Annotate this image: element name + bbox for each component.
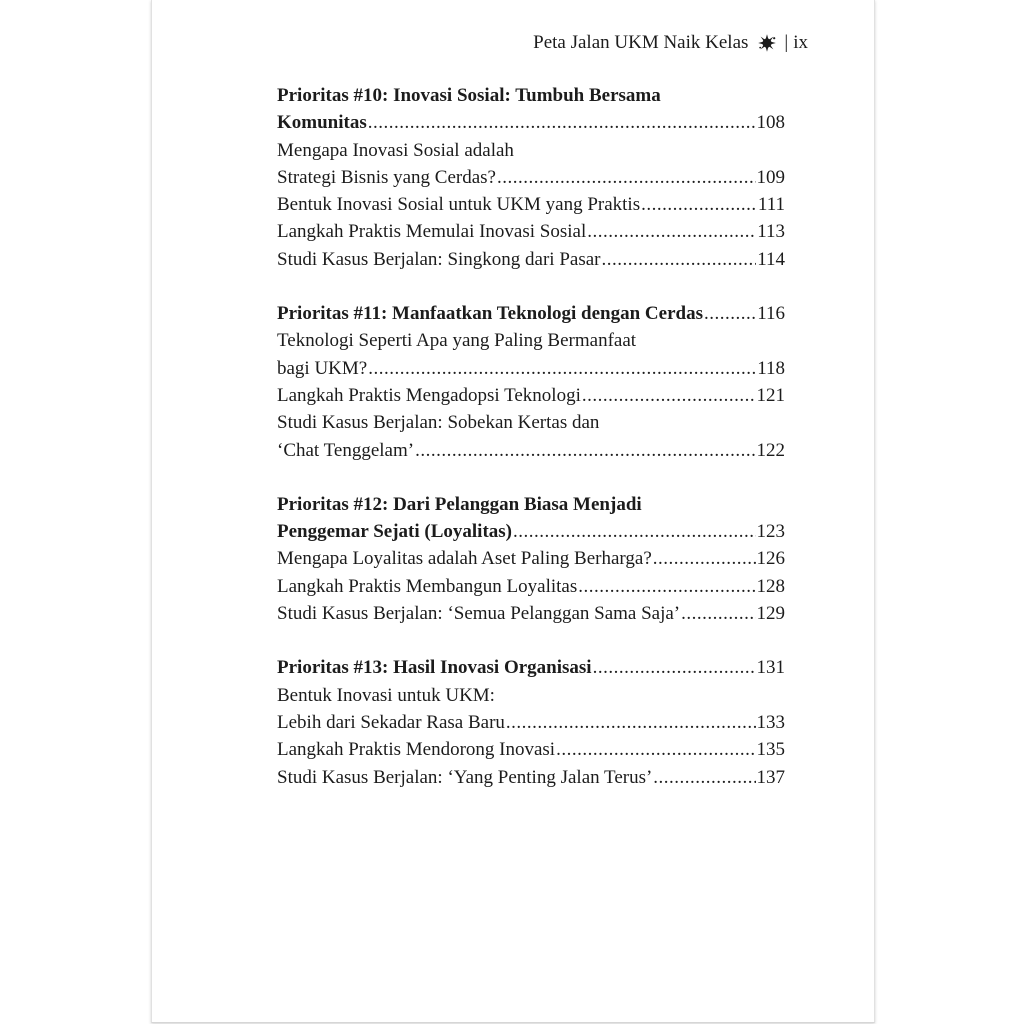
toc-page-number: 109 [756,166,785,188]
dot-leader [368,109,756,136]
toc-page-number: 123 [756,521,785,543]
book-page [151,0,875,1023]
dot-leader [556,736,755,763]
dot-leader [513,518,756,545]
toc-section [277,491,785,627]
toc-entry-title: Prioritas #13: Hasil Inovasi Organisasi [277,657,592,679]
dot-leader [368,355,756,382]
toc-entry-title: Komunitas [277,112,367,134]
toc-entry-title: Mengapa Loyalitas adalah Aset Paling Berharga? [277,548,652,570]
toc-page-number: 122 [756,439,785,461]
running-header [533,29,808,57]
dot-leader [653,545,756,572]
toc-chapter-entry [277,300,785,327]
toc-subentry [277,382,785,409]
toc-page-number: 118 [757,357,785,379]
dot-leader [587,218,756,245]
toc-page-number: 133 [756,711,785,733]
dot-leader [704,300,756,327]
toc-entry-title: Studi Kasus Berjalan: Singkong dari Pasar [277,248,601,270]
toc-page-number: 129 [756,603,785,625]
toc-page-number: 111 [757,194,785,216]
toc-subentry [277,137,785,164]
toc-subentry [277,191,785,218]
toc-page-number: 137 [756,766,785,788]
toc-entry-title: Teknologi Seperti Apa yang Paling Bermanfaat [277,330,637,352]
toc-subentry [277,764,785,791]
toc-page-number: 126 [756,548,785,570]
dot-leader [641,191,757,218]
toc-subentry [277,327,785,354]
toc-entry-title: Mengapa Inovasi Sosial adalah [277,139,514,161]
dot-leader [506,709,756,736]
dot-leader [681,600,755,627]
toc-entry-title: Langkah Praktis Mengadopsi Teknologi [277,384,581,406]
toc-page-number: 108 [756,112,785,134]
toc-chapter-entry [277,518,785,545]
toc-subentry [277,600,785,627]
toc-entry-title: Strategi Bisnis yang Cerdas? [277,166,496,188]
toc-entry-title: Studi Kasus Berjalan: Sobekan Kertas dan [277,412,600,434]
dot-leader [653,764,755,791]
toc-chapter-entry [277,109,785,136]
toc-entry-title: Prioritas #12: Dari Pelanggan Biasa Menjadi [277,493,642,515]
toc-page-number: 113 [757,221,785,243]
toc-chapter-entry [277,82,785,109]
toc-section [277,82,785,273]
toc-page-number: 128 [756,575,785,597]
header-separator: | [784,32,789,53]
dot-leader [593,654,756,681]
toc-entry-title: Langkah Praktis Membangun Loyalitas [277,575,578,597]
toc-subentry [277,409,785,436]
toc-page-number: 116 [757,303,785,325]
page-number: ix [793,32,808,53]
toc-subentry [277,218,785,245]
toc-entry-title: Penggemar Sejati (Loyalitas) [277,521,512,543]
toc-subentry [277,682,785,709]
toc-entry-title: Prioritas #10: Inovasi Sosial: Tumbuh Bersama [277,85,661,106]
toc-page-number: 114 [757,248,785,270]
dot-leader [578,573,755,600]
toc-subentry [277,164,785,191]
dot-leader [602,246,757,273]
toc-entry-title: Studi Kasus Berjalan: ‘Yang Penting Jalan Terus’ [277,766,653,788]
toc-chapter-entry [277,654,785,681]
toc-section [277,300,785,464]
toc-page-number: 131 [756,657,785,679]
dot-leader [582,382,756,409]
toc-subentry [277,573,785,600]
dot-leader [497,164,756,191]
ink-splat-icon [757,33,777,53]
toc-entry-title: Prioritas #11: Manfaatkan Teknologi dengan Cerdas [277,303,703,325]
toc-entry-title: Langkah Praktis Memulai Inovasi Sosial [277,221,587,243]
toc-subentry [277,355,785,382]
toc-entry-title: Lebih dari Sekadar Rasa Baru [277,711,505,733]
toc-chapter-entry [277,491,785,518]
toc-subentry [277,437,785,464]
toc-page-number: 121 [756,384,785,406]
toc-subentry [277,736,785,763]
toc-entry-title: Studi Kasus Berjalan: ‘Semua Pelanggan Sama Saja’ [277,603,681,625]
book-title: Peta Jalan UKM Naik Kelas [533,32,749,53]
toc-subentry [277,246,785,273]
toc-subentry [277,709,785,736]
toc-entry-title: Bentuk Inovasi Sosial untuk UKM yang Praktis [277,194,641,216]
toc-entry-title: Bentuk Inovasi untuk UKM: [277,684,495,706]
toc-page-number: 135 [756,739,785,761]
toc-section [277,654,785,790]
toc-entry-title: bagi UKM? [277,357,368,379]
dot-leader [415,437,755,464]
toc-subentry [277,545,785,572]
toc-entry-title: Langkah Praktis Mendorong Inovasi [277,739,556,761]
table-of-contents [277,82,785,818]
toc-entry-title: ‘Chat Tenggelam’ [277,439,415,461]
